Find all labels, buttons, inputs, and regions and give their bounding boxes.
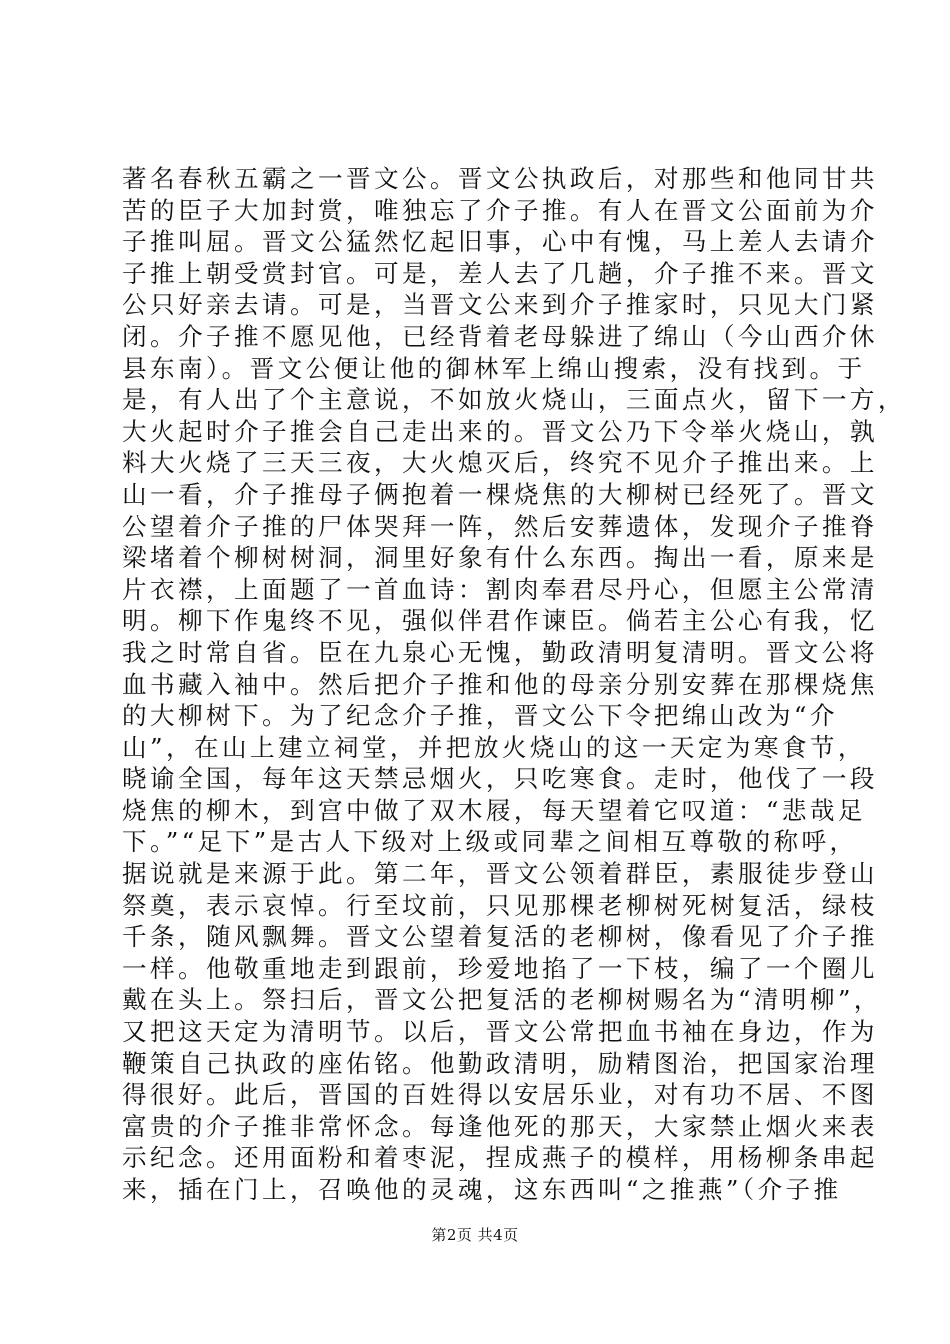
text-line: 明。柳下作鬼终不见，强似伴君作谏臣。倘若主公心有我，忆	[122, 606, 878, 636]
text-line: 苦的臣子大加封赏，唯独忘了介子推。有人在晋文公面前为介	[122, 195, 878, 225]
text-line: 一样。他敬重地走到跟前，珍爱地掐了一下枝，编了一个圈儿	[122, 953, 878, 983]
text-line: 又把这天定为清明节。以后，晋文公常把血书袖在身边，作为	[122, 1017, 878, 1047]
page-number: 第2页 共4页	[431, 1226, 519, 1244]
text-line: 县东南）。晋文公便让他的御林军上绵山搜索，没有找到。于	[122, 353, 866, 383]
text-line: 大火起时介子推会自己走出来的。晋文公乃下令举火烧山，孰	[122, 416, 878, 446]
text-line: 公只好亲去请。可是，当晋文公来到介子推家时，只见大门紧	[122, 290, 878, 320]
text-line: 山一看，介子推母子俩抱着一棵烧焦的大柳树已经死了。晋文	[122, 479, 878, 509]
text-line: 闭。介子推不愿见他，已经背着老母躲进了绵山（今山西介休	[122, 321, 878, 351]
text-line: 祭奠，表示哀悼。行至坟前，只见那棵老柳树死树复活，绿枝	[122, 890, 878, 920]
text-line: 据说就是来源于此。第二年，晋文公领着群臣，素服徒步登山	[122, 859, 878, 889]
text-line: 示纪念。还用面粉和着枣泥，捏成燕子的模样，用杨柳条串起	[122, 1143, 878, 1173]
text-line: 富贵的介子推非常怀念。每逢他死的那天，大家禁止烟火来表	[122, 1111, 878, 1141]
text-line: 片衣襟，上面题了一首血诗：割肉奉君尽丹心，但愿主公常清	[122, 574, 878, 604]
text-line: 烧焦的柳木，到宫中做了双木屐，每天望着它叹道：“悲哉足	[122, 795, 866, 825]
text-line: 梁堵着个柳树树洞，洞里好象有什么东西。掏出一看，原来是	[122, 543, 878, 573]
text-line: 子推叫屈。晋文公猛然忆起旧事，心中有愧，马上差人去请介	[122, 227, 878, 257]
body-text	[122, 163, 906, 1206]
text-line: 血书藏入袖中。然后把介子推和他的母亲分别安葬在那棵烧焦	[122, 669, 878, 699]
text-line: 戴在头上。祭扫后，晋文公把复活的老柳树赐名为“清明柳”，	[122, 985, 882, 1015]
text-line: 来，插在门上，召唤他的灵魂，这东西叫“之推燕”（介子推	[122, 1175, 842, 1204]
text-line: 山”，在山上建立祠堂，并把放火烧山的这一天定为寒食节，	[122, 732, 866, 762]
text-line: 千条，随风飘舞。晋文公望着复活的老柳树，像看见了介子推	[122, 922, 878, 952]
text-line: 公望着介子推的尸体哭拜一阵，然后安葬遗体，发现介子推脊	[122, 511, 878, 541]
text-line: 晓谕全国，每年这天禁忌烟火，只吃寒食。走时，他伐了一段	[122, 764, 878, 794]
text-line: 料大火烧了三天三夜，大火熄灭后，终究不见介子推出来。上	[122, 448, 878, 478]
text-line: 得很好。此后，晋国的百姓得以安居乐业，对有功不居、不图	[122, 1080, 878, 1110]
text-line: 鞭策自己执政的座佑铭。他勤政清明，励精图治，把国家治理	[122, 1048, 878, 1078]
text-line: 是，有人出了个主意说，不如放火烧山，三面点火，留下一方，	[122, 385, 906, 415]
text-line: 子推上朝受赏封官。可是，差人去了几趟，介子推不来。晋文	[122, 258, 878, 288]
text-line: 著名春秋五霸之一晋文公。晋文公执政后，对那些和他同甘共	[122, 164, 878, 193]
text-line: 的大柳树下。为了纪念介子推，晋文公下令把绵山改为“介	[122, 701, 838, 731]
text-line: 我之时常自省。臣在九泉心无愧，勤政清明复清明。晋文公将	[122, 637, 878, 667]
text-line: 下。”“足下”是古人下级对上级或同辈之间相互尊敬的称呼，	[122, 827, 858, 857]
